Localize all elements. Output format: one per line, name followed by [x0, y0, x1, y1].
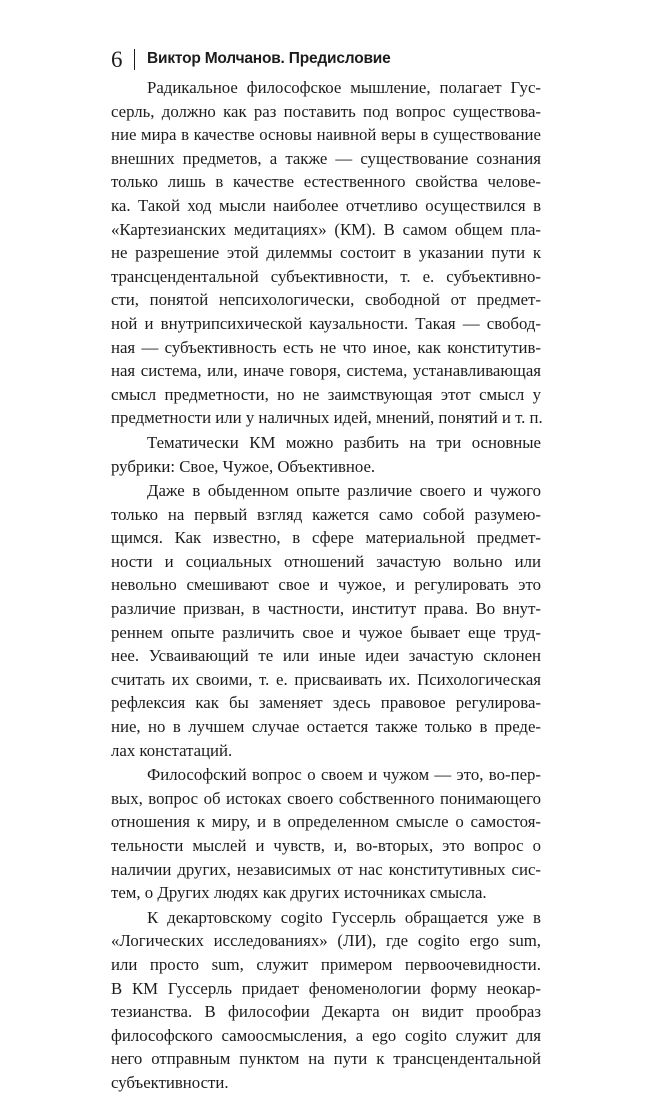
paragraph [111, 431, 541, 478]
text-line: рубрики: Свое, Чужое, Объективное. [111, 456, 376, 476]
text-line: ние, но в лучшем случае остается также только в преде- [111, 717, 541, 737]
text-line: невольно смешивают свое и чужое, и регулировать это [111, 575, 541, 595]
text-line: отношения к миру, и в определенном смысле о самостоя- [111, 812, 541, 832]
text-line: вых, вопрос об истоках своего собственного понимающего [111, 788, 541, 808]
text-line: рефлексия как бы заменяет здесь правовое регулирова- [111, 693, 541, 713]
text-line: ка. Такой ход мысли наиболее отчетливо осуществился в [111, 195, 541, 215]
text-line: тезианства. В философии Декарта он видит прообраз [111, 1002, 541, 1022]
text-line: Радикальное философское мышление, полагает Гус- [147, 78, 541, 97]
text-line: Тематически КМ можно разбить на три основные [147, 432, 541, 452]
header-divider [134, 49, 136, 70]
text-line: В КМ Гуссерль придает феноменологии форму неокар- [111, 978, 541, 998]
text-line: «Картезианских медитациях» (КМ). В самом общем пла- [111, 219, 541, 239]
text-line: предметности или у наличных идей, мнений, понятий и т. п. [111, 408, 543, 428]
text-line: ности и социальных отношений зачастую вольно или [111, 551, 541, 571]
text-line: тем, о Других людях как других источниках смысла. [111, 883, 487, 903]
running-head: Виктор Молчанов. Предисловие [147, 50, 391, 68]
text-line: Философский вопрос о своем и чужом — это, во-пер- [147, 765, 541, 785]
page-header [111, 43, 391, 75]
text-line: щимся. Как известно, в сфере материальной предмет- [111, 528, 541, 548]
text-line: внешних предметов, а также — существование сознания [111, 148, 541, 168]
text-line: тельности мыслей и чувств, и, во-вторых, это вопрос о [111, 836, 541, 855]
text-line: только на первый взгляд кажется само собой разумею- [111, 504, 541, 524]
text-line: реннем опыте различить свое и чужое бывает еще труд- [111, 622, 541, 642]
text-line: сти, понятой непсихологически, свободной от предмет- [111, 290, 541, 310]
page-number: 6 [111, 46, 123, 72]
text-line: нее. Усваивающий те или иные идеи зачастую склонен [111, 646, 541, 666]
text-line: философского самоосмысления, а ego cogito служит для [111, 1025, 541, 1045]
paragraph [111, 479, 541, 762]
paragraph [111, 76, 541, 430]
text-line: ная система, или, иначе говоря, система, устанавливающая [111, 361, 541, 381]
text-line: смысл предметности, но не заимствующая этот смысл у [111, 384, 541, 404]
text-line: ной и внутрипсихической каузальности. Такая — свобод- [111, 313, 541, 333]
text-line: или просто sum, служит примером первоочевидности. [111, 954, 541, 974]
text-line: только лишь в качестве естественного свойства челове- [111, 172, 541, 192]
text-line: «Логических исследованиях» (ЛИ), где cogito ergo sum, [111, 931, 541, 951]
text-line: К декартовскому cogito Гуссерль обращается уже в [147, 907, 541, 927]
text-line: ная — субъективность есть не что иное, как конститутив- [111, 337, 541, 357]
text-line: ние мира в качестве основы наивной веры в существование [111, 125, 541, 145]
text-line: субъективности. [111, 1072, 229, 1092]
text-line: наличии других, независимых от нас конститутивных сис- [111, 859, 541, 879]
text-line: Даже в обыденном опыте различие своего и чужого [147, 481, 541, 501]
paragraph [111, 906, 541, 1095]
text-line: различие призван, в частности, институт права. Во внут- [111, 599, 541, 619]
text-line: не разрешение этой дилеммы состоит в указании пути к [111, 243, 541, 263]
text-line: лах констатаций. [111, 740, 233, 760]
text-line: считать их своими, т. е. присваивать их. Психологическая [111, 669, 541, 689]
text-line: него отправным пунктом на пути к трансцендентальной [111, 1049, 541, 1069]
text-line: серль, должно как раз поставить под вопрос существова- [111, 101, 541, 121]
paragraph [111, 763, 541, 905]
body-text [111, 76, 541, 1095]
text-line: трансцендентальной субъективности, т. е. субъективно- [111, 266, 541, 286]
